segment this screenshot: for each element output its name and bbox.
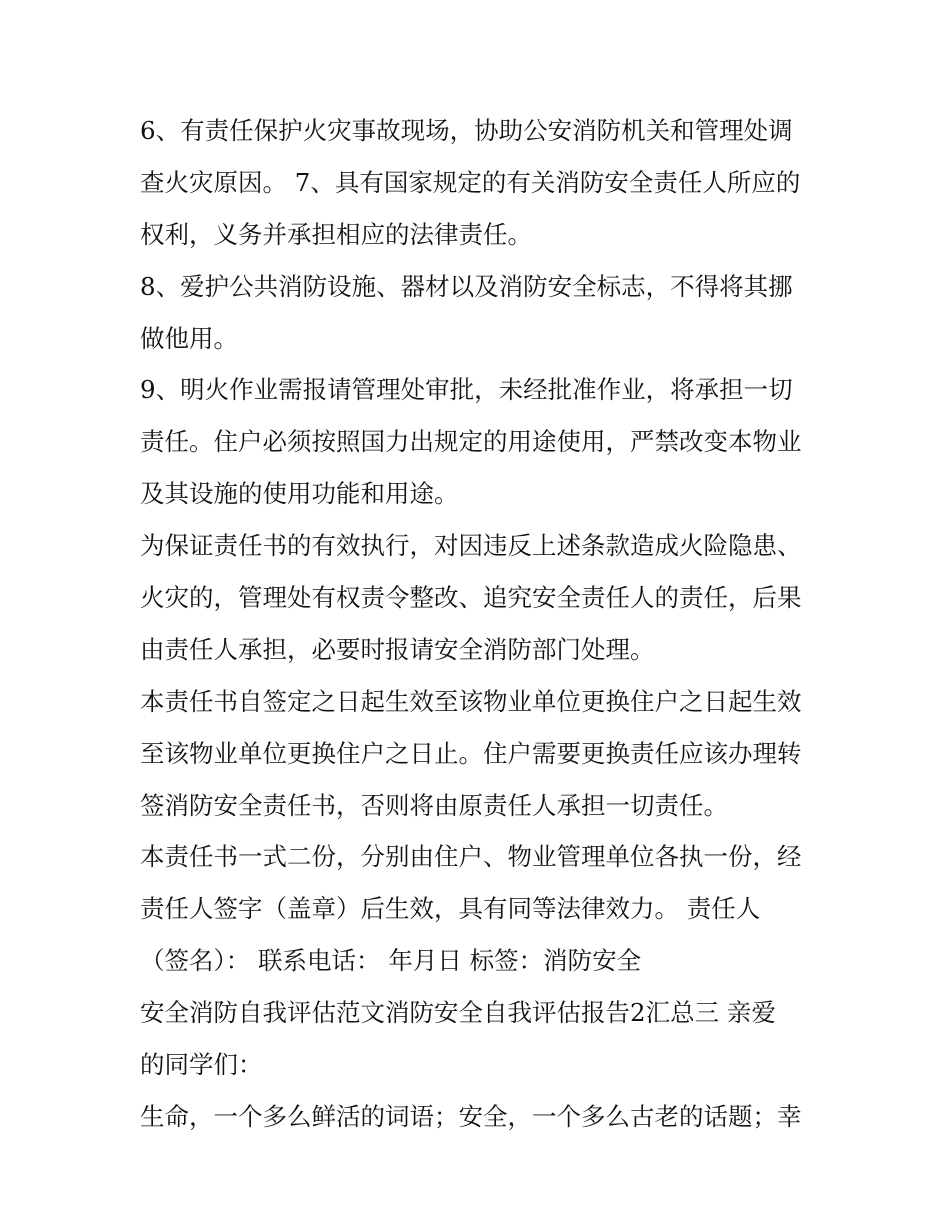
text-line: （签名）： 联系电话： 年月日 标签：消防安全 (140, 946, 642, 976)
text-line: 8、爱护公共消防设施、器材以及消防安全标志，不得将其挪 (140, 271, 793, 301)
text-line: 为保证责任书的有效执行，对因违反上述条款造成火险隐患、 (140, 531, 802, 561)
text-line: 及其设施的使用功能和用途。 (140, 479, 459, 509)
text-line: 9、明火作业需报请管理处审批，未经批准作业，将承担一切 (140, 375, 793, 405)
text-line: 查火灾原因。 7、具有国家规定的有关消防安全责任人所应的 (140, 167, 801, 197)
text-line: 由责任人承担，必要时报请安全消防部门处理。 (140, 634, 655, 664)
text-line: 签消防安全责任书，否则将由原责任人承担一切责任。 (140, 790, 728, 820)
text-line: 安全消防自我评估范文消防安全自我评估报告2汇总三 亲爱 (140, 998, 776, 1028)
text-line: 的同学们： (140, 1050, 263, 1080)
text-line: 至该物业单位更换住户之日止。住户需要更换责任应该办理转 (140, 738, 802, 768)
text-line: 生命，一个多么鲜活的词语；安全，一个多么古老的话题；幸 (140, 1101, 802, 1131)
text-line: 责任人签字（盖章）后生效，具有同等法律效力。 责任人 (140, 894, 761, 924)
text-line: 权利，义务并承担相应的法律责任。 (140, 219, 532, 249)
text-line: 做他用。 (140, 323, 238, 353)
text-line: 6、有责任保护火灾事故现场，协助公安消防机关和管理处调 (140, 116, 793, 145)
text-line: 火灾的，管理处有权责令整改、追究安全责任人的责任，后果 (140, 583, 802, 613)
text-line: 本责任书自签定之日起生效至该物业单位更换住户之日起生效 (140, 686, 802, 716)
document-body (140, 105, 820, 1143)
text-line: 责任。住户必须按照国力出规定的用途使用，严禁改变本物业 (140, 427, 802, 457)
text-line: 本责任书一式二份，分别由住户、物业管理单位各执一份，经 (140, 842, 802, 872)
